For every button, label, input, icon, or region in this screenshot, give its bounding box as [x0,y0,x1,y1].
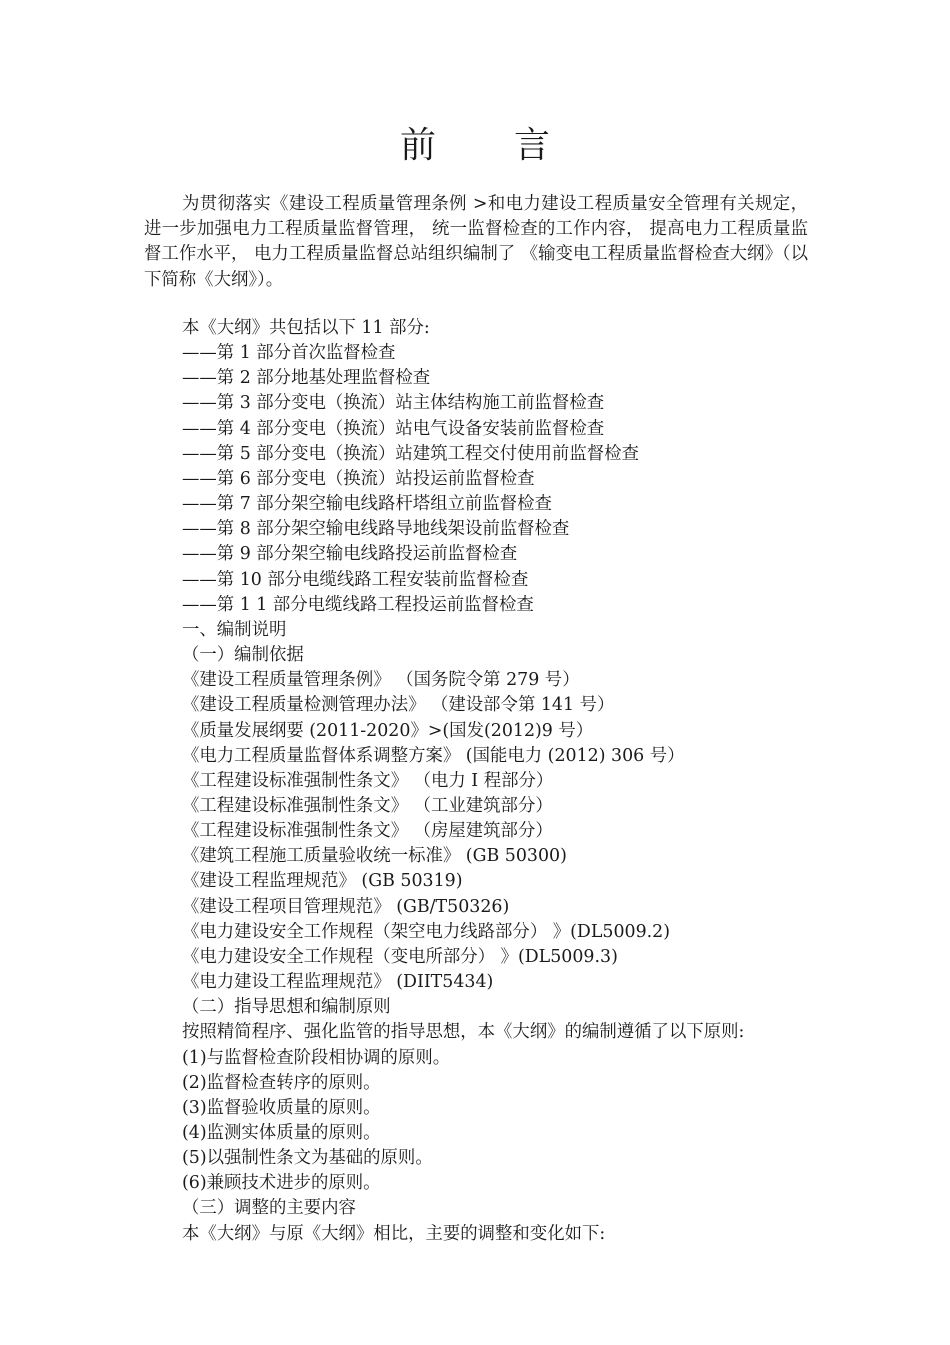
text-line: ——第 5 部分变电（换流）站建筑工程交付使用前监督检查 [182,443,639,464]
text-line: 《电力建设安全工作规程（架空电力线路部分） 》(DL5009.2) [182,921,671,942]
text-line: 《工程建设标准强制性条文》 （工业建筑部分） [182,795,553,816]
text-line: 本《大纲》与原《大纲》相比，主要的调整和变化如下: [182,1223,606,1244]
text-line: ——第 6 部分变电（换流）站投运前监督检查 [182,468,535,489]
text-line: 《工程建设标准强制性条文》 （房屋建筑部分） [182,821,553,842]
text-line: (6)兼顾技术进步的原则。 [182,1173,381,1194]
text-line: (1)与监督检查阶段相协调的原则。 [182,1047,451,1068]
text-line: ——第 2 部分地基处理监督检查 [182,368,431,389]
text-line: 《建设工程项目管理规范》 (GB/T50326) [182,896,510,917]
text-line: （三）调整的主要内容 [182,1198,356,1219]
text-line: ——第 4 部分变电（换流）站电气设备安装前监督检查 [182,418,605,439]
text-line: （二）指导思想和编制原则 [182,997,391,1018]
text-line: (3)监督验收质量的原则。 [182,1097,381,1118]
text-line: 《电力工程质量监督体系调整方案》 (国能电力 (2012) 306 号） [182,745,685,766]
text-line: 《工程建设标准强制性条文》 （电力 I 程部分） [182,770,554,791]
text-line: ——第 7 部分架空输电线路杆塔组立前监督检查 [182,494,552,515]
text-line: ——第 8 部分架空输电线路导地线架设前监督检查 [182,519,570,540]
text-line: 按照精简程序、强化监管的指导思想，本《大纲》的编制遵循了以下原则: [182,1022,745,1043]
text-line: 本《大纲》共包括以下 11 部分: [182,318,430,338]
text-line: 《质量发展纲要 (2011-2020》>(国发(2012)9 号） [182,720,594,741]
text-line: 《建设工程质量管理条例》 （国务院令第 279 号） [182,670,580,691]
text-line: (2)监督检查转序的原则。 [182,1072,381,1093]
text-line: (4)监测实体质量的原则。 [182,1123,381,1143]
text-line: 《建筑工程施工质量验收统一标准》 (GB 50300) [182,846,567,867]
text-line: （一）编制依据 [182,645,304,666]
body-lines [182,316,744,1247]
page-title: 前言 [399,125,628,166]
text-line: 《电力建设工程监理规范》 (DIIT5434) [182,972,494,993]
text-line: 《建设工程质量检测管理办法》 （建设部令第 141 号） [182,695,615,716]
text-line: 《电力建设安全工作规程（变电所部分） 》(DL5009.3) [182,946,618,967]
text-line: ——第 1 1 部分电缆线路工程投运前监督检查 [182,594,534,615]
intro-paragraph: 为贯彻落实《建设工程质量管理条例 >和电力建设工程质量安全管理有关规定，进一步加强电力工程质量监督管理， 统一监督检查的工作内容， 提高电力工程质量监督工作水平， 电力工程质量监督总站组织编制了 《输变电工程质量监督检查大纲》（以下简称《大纲》）。 [144,194,808,290]
text-line: ——第 10 部分电缆线路工程安装前监督检查 [182,569,529,590]
text-line: ——第 9 部分架空输电线路投运前监督检查 [182,544,518,565]
text-line: ——第 3 部分变电（换流）站主体结构施工前监督检查 [182,393,605,414]
text-line: (5)以强制性条文为基础的原则。 [182,1148,433,1169]
text-line: 《建设工程监理规范》 (GB 50319) [182,871,463,892]
text-line: ——第 1 部分首次监督检查 [182,343,396,364]
text-line: 一、编制说明 [182,619,287,640]
